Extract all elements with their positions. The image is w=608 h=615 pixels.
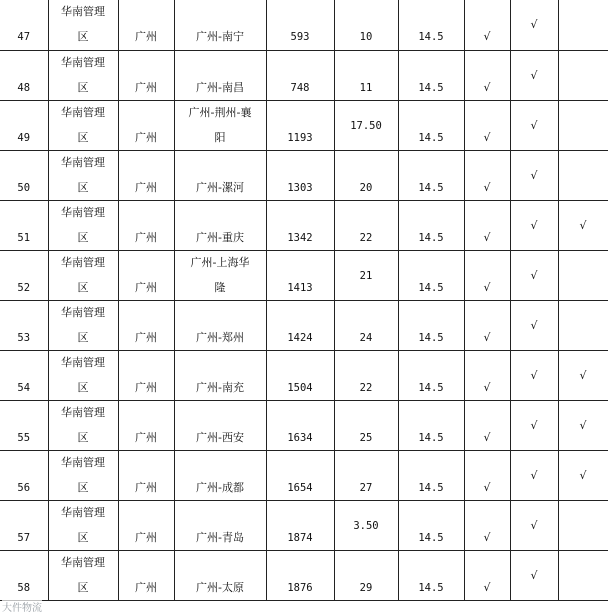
table-row	[0, 100, 608, 150]
origin-city: 广州	[135, 430, 157, 444]
route-value: 29	[359, 581, 373, 594]
region-cell	[48, 500, 118, 550]
city-cell	[118, 100, 174, 150]
value-cell	[334, 350, 398, 400]
check-mark-3: √	[579, 418, 587, 432]
check-cell-3	[558, 50, 608, 100]
rate-value: 14.5	[418, 581, 444, 594]
route-name: 广州-成都	[196, 480, 244, 494]
origin-city: 广州	[135, 280, 157, 294]
check-mark-2: √	[530, 18, 538, 31]
city-cell	[118, 350, 174, 400]
check-cell-3	[558, 550, 608, 600]
region-line-1: 华南管理	[61, 205, 105, 219]
value-cell	[334, 250, 398, 300]
check-cell-2	[510, 300, 558, 350]
route-value: 27	[359, 481, 373, 494]
route-name: 广州-西安	[196, 430, 244, 444]
city-cell	[118, 50, 174, 100]
check-mark-2: √	[530, 318, 538, 332]
distance-cell	[266, 50, 334, 100]
route-name: 广州-郑州	[196, 330, 244, 344]
check-mark-3: √	[579, 368, 587, 382]
route-value: 22	[359, 231, 373, 244]
rate-cell	[398, 300, 464, 350]
rate-cell	[398, 550, 464, 600]
region-line-2: 区	[77, 530, 89, 544]
origin-city: 广州	[135, 180, 157, 194]
table-row	[0, 350, 608, 400]
row-number-cell	[0, 500, 48, 550]
row-number: 50	[17, 181, 31, 194]
table-row	[0, 150, 608, 200]
row-number-cell	[0, 350, 48, 400]
region-line-2: 区	[77, 580, 89, 594]
table-row	[0, 50, 608, 100]
distance-value: 1424	[287, 331, 313, 344]
check-mark-1: √	[483, 530, 491, 544]
distance-value: 1193	[287, 131, 313, 144]
distance-value: 1874	[287, 531, 313, 544]
city-cell	[118, 150, 174, 200]
distance-cell	[266, 550, 334, 600]
row-number: 49	[17, 131, 31, 144]
distance-cell	[266, 250, 334, 300]
route-name: 广州-青岛	[196, 530, 244, 544]
city-cell	[118, 550, 174, 600]
region-cell	[48, 200, 118, 250]
check-cell-1	[464, 200, 510, 250]
region-cell	[48, 400, 118, 450]
check-mark-1: √	[483, 180, 491, 194]
check-cell-3	[558, 150, 608, 200]
check-cell-3	[558, 250, 608, 300]
check-cell-3	[558, 300, 608, 350]
city-cell	[118, 450, 174, 500]
table-row	[0, 400, 608, 450]
check-cell-2	[510, 550, 558, 600]
check-cell-1	[464, 350, 510, 400]
check-cell-2	[510, 100, 558, 150]
route-line-2: 隆	[214, 280, 226, 294]
distance-cell	[266, 150, 334, 200]
region-line-2: 区	[77, 480, 89, 494]
row-number-cell	[0, 300, 48, 350]
region-line-2: 区	[77, 330, 89, 344]
check-cell-3	[558, 200, 608, 250]
route-name: 广州-漯河	[196, 180, 244, 194]
route-value: 11	[359, 81, 373, 94]
origin-city: 广州	[135, 80, 157, 94]
rate-cell	[398, 100, 464, 150]
origin-city: 广州	[135, 530, 157, 544]
region-line-2: 区	[77, 30, 89, 43]
row-number: 54	[17, 381, 31, 394]
check-mark-2: √	[530, 418, 538, 432]
value-cell	[334, 550, 398, 600]
distance-value: 1876	[287, 581, 313, 594]
row-number-cell	[0, 250, 48, 300]
check-cell-3	[558, 500, 608, 550]
distance-cell	[266, 0, 334, 50]
rate-value: 14.5	[418, 181, 444, 194]
rate-value: 14.5	[418, 131, 444, 144]
check-mark-2: √	[530, 518, 538, 532]
row-number-cell	[0, 400, 48, 450]
city-cell	[118, 500, 174, 550]
check-mark-1: √	[483, 230, 491, 244]
region-line-1: 华南管理	[61, 55, 105, 69]
distance-cell	[266, 350, 334, 400]
check-mark-3: √	[579, 218, 587, 232]
row-number: 48	[17, 81, 31, 94]
value-cell	[334, 300, 398, 350]
check-mark-3: √	[579, 468, 587, 482]
distance-cell	[266, 400, 334, 450]
check-mark-1: √	[483, 480, 491, 494]
route-value: 24	[359, 331, 373, 344]
check-cell-1	[464, 300, 510, 350]
table-row	[0, 450, 608, 500]
value-cell	[334, 150, 398, 200]
region-line-2: 区	[77, 230, 89, 244]
check-cell-2	[510, 50, 558, 100]
region-line-1: 华南管理	[61, 455, 105, 469]
route-name: 广州-南充	[196, 380, 244, 394]
rate-cell	[398, 150, 464, 200]
row-number: 56	[17, 481, 31, 494]
value-cell	[334, 0, 398, 50]
region-line-2: 区	[77, 280, 89, 294]
row-number-cell	[0, 0, 48, 50]
rate-cell	[398, 450, 464, 500]
city-cell	[118, 0, 174, 50]
region-line-1: 华南管理	[61, 105, 105, 119]
city-cell	[118, 200, 174, 250]
check-mark-2: √	[530, 68, 538, 82]
region-cell	[48, 0, 118, 50]
check-cell-2	[510, 200, 558, 250]
route-value: 20	[359, 181, 373, 194]
rate-cell	[398, 350, 464, 400]
check-cell-1	[464, 0, 510, 50]
region-cell	[48, 450, 118, 500]
distance-value: 593	[290, 31, 310, 43]
distance-cell	[266, 450, 334, 500]
route-line-1: 广州-上海华	[190, 255, 250, 269]
row-number: 51	[17, 231, 31, 244]
check-mark-2: √	[530, 118, 538, 132]
value-cell	[334, 400, 398, 450]
route-cell	[174, 200, 266, 250]
row-number: 58	[17, 581, 31, 594]
route-value: 17.50	[350, 119, 382, 132]
region-line-1: 华南管理	[61, 5, 105, 18]
route-cell	[174, 250, 266, 300]
route-value: 22	[359, 381, 373, 394]
region-line-1: 华南管理	[61, 305, 105, 319]
distance-value: 748	[290, 81, 310, 94]
check-mark-1: √	[483, 430, 491, 444]
table-row	[0, 0, 608, 50]
region-line-2: 区	[77, 130, 89, 144]
route-cell	[174, 0, 266, 50]
region-cell	[48, 250, 118, 300]
check-cell-2	[510, 250, 558, 300]
region-line-1: 华南管理	[61, 255, 105, 269]
route-value: 21	[359, 269, 373, 282]
region-line-1: 华南管理	[61, 505, 105, 519]
distance-value: 1342	[287, 231, 313, 244]
route-cell	[174, 50, 266, 100]
value-cell	[334, 450, 398, 500]
check-cell-2	[510, 0, 558, 50]
row-number-cell	[0, 100, 48, 150]
region-cell	[48, 50, 118, 100]
row-number-cell	[0, 200, 48, 250]
route-value: 25	[359, 431, 373, 444]
row-number-cell	[0, 450, 48, 500]
rate-value: 14.5	[418, 531, 444, 544]
check-cell-3	[558, 100, 608, 150]
row-number-cell	[0, 150, 48, 200]
city-cell	[118, 300, 174, 350]
distance-value: 1303	[287, 181, 313, 194]
rate-value: 14.5	[418, 381, 444, 394]
distance-value: 1634	[287, 431, 313, 444]
check-cell-1	[464, 150, 510, 200]
origin-city: 广州	[135, 380, 157, 394]
check-mark-1: √	[483, 130, 491, 144]
region-line-2: 区	[77, 80, 89, 94]
table-row	[0, 500, 608, 550]
check-mark-2: √	[530, 368, 538, 382]
origin-city: 广州	[135, 130, 157, 144]
distance-cell	[266, 300, 334, 350]
route-line-2: 阳	[214, 130, 226, 144]
row-number-cell	[0, 550, 48, 600]
distance-value: 1504	[287, 381, 313, 394]
distance-cell	[266, 100, 334, 150]
check-mark-1: √	[483, 80, 491, 94]
rate-value: 14.5	[418, 81, 444, 94]
route-cell	[174, 550, 266, 600]
rate-cell	[398, 50, 464, 100]
row-number: 55	[17, 431, 31, 444]
origin-city: 广州	[135, 480, 157, 494]
route-cell	[174, 100, 266, 150]
route-value: 10	[359, 31, 373, 43]
region-line-1: 华南管理	[61, 405, 105, 419]
value-cell	[334, 200, 398, 250]
check-cell-2	[510, 450, 558, 500]
origin-city: 广州	[135, 580, 157, 594]
check-cell-3	[558, 450, 608, 500]
route-name: 广州-重庆	[196, 230, 244, 244]
check-cell-1	[464, 400, 510, 450]
distance-cell	[266, 500, 334, 550]
check-mark-2: √	[530, 268, 538, 282]
check-mark-2: √	[530, 218, 538, 232]
check-cell-3	[558, 0, 608, 50]
route-cell	[174, 300, 266, 350]
route-line-1: 广州-荆州-襄	[188, 105, 252, 119]
table-row	[0, 200, 608, 250]
check-cell-2	[510, 400, 558, 450]
check-mark-2: √	[530, 168, 538, 182]
check-mark-1: √	[483, 330, 491, 344]
rate-cell	[398, 200, 464, 250]
route-cell	[174, 500, 266, 550]
value-cell	[334, 50, 398, 100]
check-cell-3	[558, 400, 608, 450]
region-cell	[48, 350, 118, 400]
route-value: 3.50	[353, 519, 379, 532]
check-mark-1: √	[483, 580, 491, 594]
route-cell	[174, 350, 266, 400]
check-cell-2	[510, 150, 558, 200]
check-cell-1	[464, 450, 510, 500]
rate-cell	[398, 0, 464, 50]
row-number: 52	[17, 281, 31, 294]
table-row	[0, 300, 608, 350]
table-row	[0, 250, 608, 300]
route-name: 广州-太原	[196, 580, 244, 594]
check-cell-1	[464, 100, 510, 150]
check-mark-2: √	[530, 568, 538, 582]
region-line-2: 区	[77, 380, 89, 394]
rate-cell	[398, 500, 464, 550]
row-number-cell	[0, 50, 48, 100]
region-cell	[48, 100, 118, 150]
origin-city: 广州	[135, 230, 157, 244]
rate-value: 14.5	[418, 31, 444, 43]
value-cell	[334, 500, 398, 550]
check-cell-2	[510, 350, 558, 400]
row-number: 47	[17, 31, 31, 43]
region-cell	[48, 300, 118, 350]
rate-value: 14.5	[418, 331, 444, 344]
rate-value: 14.5	[418, 231, 444, 244]
route-name: 广州-南昌	[196, 80, 244, 94]
row-number: 57	[17, 531, 31, 544]
region-cell	[48, 550, 118, 600]
city-cell	[118, 250, 174, 300]
table-row	[0, 550, 608, 600]
rate-value: 14.5	[418, 281, 444, 294]
distance-value: 1654	[287, 481, 313, 494]
check-cell-1	[464, 550, 510, 600]
distance-cell	[266, 200, 334, 250]
region-line-2: 区	[77, 430, 89, 444]
region-line-2: 区	[77, 180, 89, 194]
watermark-text: 大件物流	[2, 599, 42, 614]
check-cell-2	[510, 500, 558, 550]
rate-value: 14.5	[418, 431, 444, 444]
region-line-1: 华南管理	[61, 555, 105, 569]
value-cell	[334, 100, 398, 150]
check-mark-1: √	[483, 280, 491, 294]
region-cell	[48, 150, 118, 200]
check-cell-1	[464, 50, 510, 100]
region-line-1: 华南管理	[61, 155, 105, 169]
check-cell-1	[464, 500, 510, 550]
origin-city: 广州	[135, 330, 157, 344]
region-line-1: 华南管理	[61, 355, 105, 369]
rate-cell	[398, 250, 464, 300]
route-name: 广州-南宁	[196, 30, 244, 43]
route-cell	[174, 150, 266, 200]
check-mark-1: √	[483, 380, 491, 394]
row-number: 53	[17, 331, 31, 344]
check-mark-2: √	[530, 468, 538, 482]
distance-value: 1413	[287, 281, 313, 294]
origin-city: 广州	[135, 30, 157, 43]
rate-cell	[398, 400, 464, 450]
rate-value: 14.5	[418, 481, 444, 494]
check-cell-1	[464, 250, 510, 300]
check-mark-1: √	[483, 30, 491, 43]
route-cell	[174, 450, 266, 500]
route-cell	[174, 400, 266, 450]
city-cell	[118, 400, 174, 450]
check-cell-3	[558, 350, 608, 400]
